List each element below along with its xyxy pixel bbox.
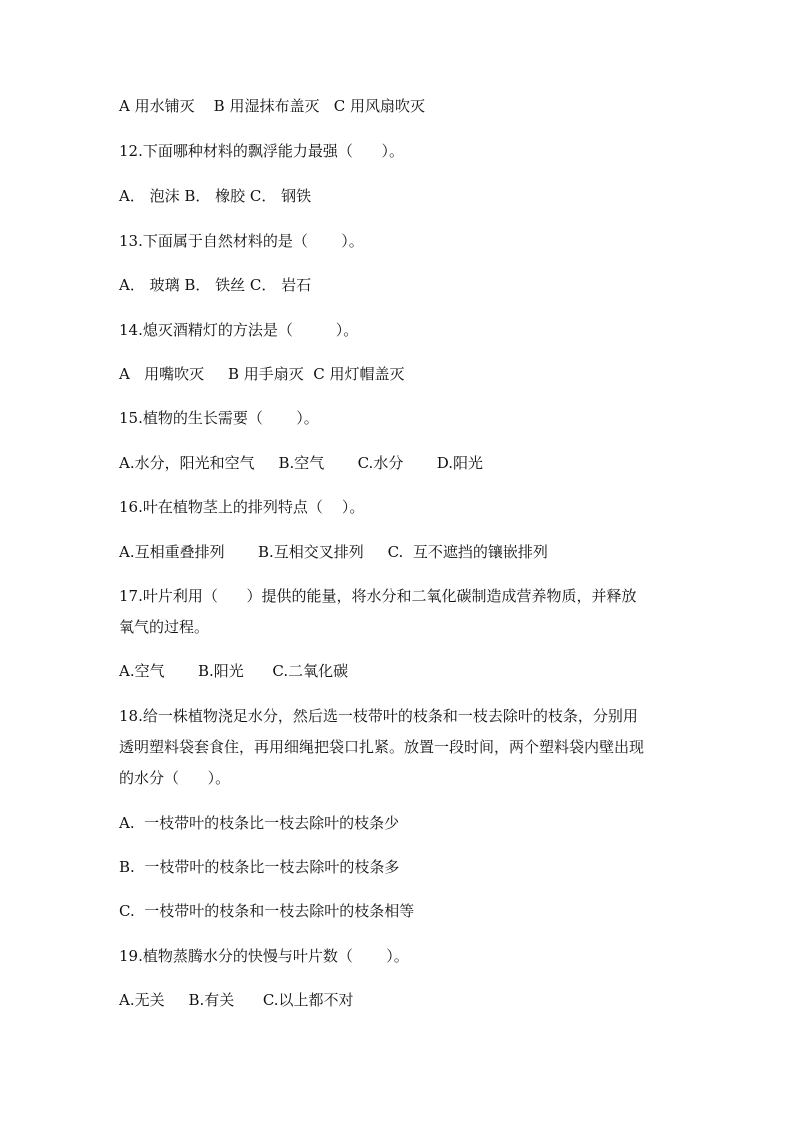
answer-options-q11: A 用水铺灭 B 用湿抹布盖灭 C 用风扇吹灭 [119,97,426,115]
question-19: 19.植物蒸腾水分的快慢与叶片数（ ）。 [119,947,409,965]
question-18-line-3: 的水分（ ）。 [119,769,231,787]
answer-options-q13: A． 玻璃 B． 铁丝 C． 岩石 [119,276,312,294]
answer-options-q15: A.水分，阳光和空气 B.空气 C.水分 D.阳光 [119,454,483,472]
question-13: 13.下面属于自然材料的是（ ）。 [119,232,364,250]
question-17-line-2: 氧气的过程。 [119,618,210,636]
answer-option-q18-c: C. 一枝带叶的枝条和一枝去除叶的枝条相等 [119,902,415,920]
answer-options-q12: A． 泡沫 B． 橡胶 C． 钢铁 [119,187,312,205]
answer-options-q16: A.互相重叠排列 B.互相交叉排列 C. 互不遮挡的镶嵌排列 [119,543,548,561]
answer-options-q14: A 用嘴吹灭 B 用手扇灭 C 用灯帽盖灭 [119,365,405,383]
question-17-line-1: 17.叶片利用（ ）提供的能量，将水分和二氧化碳制造成营养物质，并释放 [119,587,637,605]
question-14: 14.熄灭酒精灯的方法是（ ）。 [119,321,359,339]
question-15: 15.植物的生长需要（ ）。 [119,409,319,427]
question-18-line-2: 透明塑料袋套食住，再用细绳把袋口扎紧。放置一段时间，两个塑料袋内壁出现 [119,738,645,756]
answer-options-q19: A.无关 B.有关 C.以上都不对 [119,991,354,1009]
question-12: 12.下面哪种材料的飘浮能力最强（ ）。 [119,142,404,160]
answer-option-q18-a: A. 一枝带叶的枝条比一枝去除叶的枝条少 [119,814,400,832]
answer-option-q18-b: B. 一枝带叶的枝条比一枝去除叶的枝条多 [119,858,400,876]
question-16: 16.叶在植物茎上的排列特点（ ）。 [119,498,365,516]
answer-options-q17: A.空气 B.阳光 C.二氧化碳 [119,662,349,680]
question-18-line-1: 18.给一株植物浇足水分，然后选一枝带叶的枝条和一枝去除叶的枝条，分别用 [119,707,638,725]
